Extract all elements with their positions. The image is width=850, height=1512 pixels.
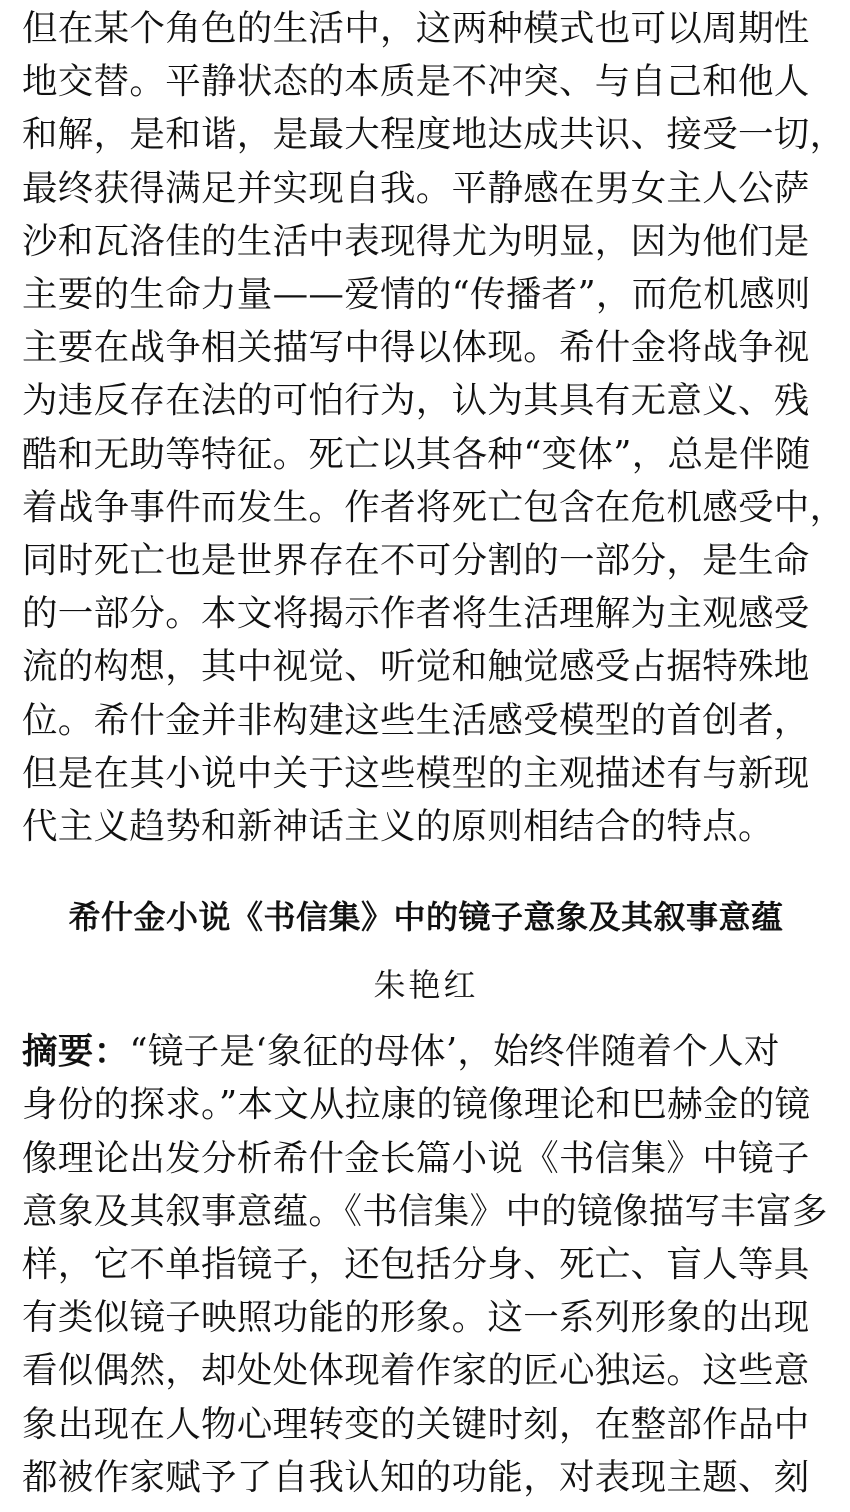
abstract-line: 意象及其叙事意蕴。《书信集》中的镜像描写丰富多	[22, 1190, 828, 1232]
paragraph-line: 沙和瓦洛佳的生活中表现得尤为明显，因为他们是	[22, 220, 810, 262]
abstract-text: “镜子是‘象征的母体’，始终伴随着个人对	[129, 1031, 780, 1073]
abstract-paragraph	[22, 1025, 830, 1504]
abstract-line: 身份的探求。”本文从拉康的镜像理论和巴赫金的镜	[22, 1084, 811, 1126]
article-title: 希什金小说《书信集》中的镜子意象及其叙事意蕴	[68, 898, 784, 937]
paragraph-line: 主要在战争相关描写中得以体现。希什金将战争视	[22, 327, 810, 369]
paragraph-line: 流的构想，其中视觉、听觉和触觉感受占据特殊地	[22, 646, 810, 688]
abstract-line: 样，它不单指镜子，还包括分身、死亡、盲人等具	[22, 1244, 810, 1286]
abstract-line: 象出现在人物心理转变的关键时刻，在整部作品中	[22, 1403, 810, 1445]
abstract-line: 看似偶然，却处处体现着作家的匠心独运。这些意	[22, 1350, 810, 1392]
paragraph-line: 为违反存在法的可怕行为，认为其具有无意义、残	[22, 380, 810, 422]
document-page	[22, 0, 846, 1504]
article-author: 朱艳红	[373, 966, 479, 1005]
paragraph-line: 位。希什金并非构建这些生活感受模型的首创者，	[22, 699, 810, 741]
paragraph-line: 地交替。平静状态的本质是不冲突、与自己和他人	[22, 61, 810, 103]
paragraph-line: 和解，是和谐，是最大程度地达成共识、接受一切，	[22, 114, 846, 156]
paragraph-line: 着战争事件而发生。作者将死亡包含在危机感受中，	[22, 486, 846, 528]
abstract-first-line	[22, 1025, 830, 1078]
paragraph-line: 但是在其小说中关于这些模型的主观描述有与新现	[22, 752, 810, 794]
paragraph-line: 最终获得满足并实现自我。平静感在男女主人公萨	[22, 167, 810, 209]
abstract-line: 都被作家赋予了自我认知的功能，对表现主题、刻	[22, 1456, 810, 1498]
paragraph-line: 酷和无助等特征。死亡以其各种“变体”，总是伴随	[22, 433, 811, 475]
continuation-paragraph	[22, 2, 846, 853]
abstract-line: 有类似镜子映照功能的形象。这一系列形象的出现	[22, 1297, 810, 1339]
paragraph-line: 的一部分。本文将揭示作者将生活理解为主观感受	[22, 593, 810, 635]
paragraph-line: 主要的生命力量——爱情的“传播者”，而危机感则	[22, 274, 811, 316]
abstract-line: 像理论出发分析希什金长篇小说《书信集》中镜子	[22, 1137, 810, 1179]
abstract-label: 摘要：	[22, 1031, 130, 1073]
paragraph-line: 同时死亡也是世界存在不可分割的一部分，是生命	[22, 540, 810, 582]
paragraph-line: 代主义趋势和新神话主义的原则相结合的特点。	[22, 806, 774, 848]
paragraph-line: 但在某个角色的生活中，这两种模式也可以周期性	[22, 8, 810, 49]
